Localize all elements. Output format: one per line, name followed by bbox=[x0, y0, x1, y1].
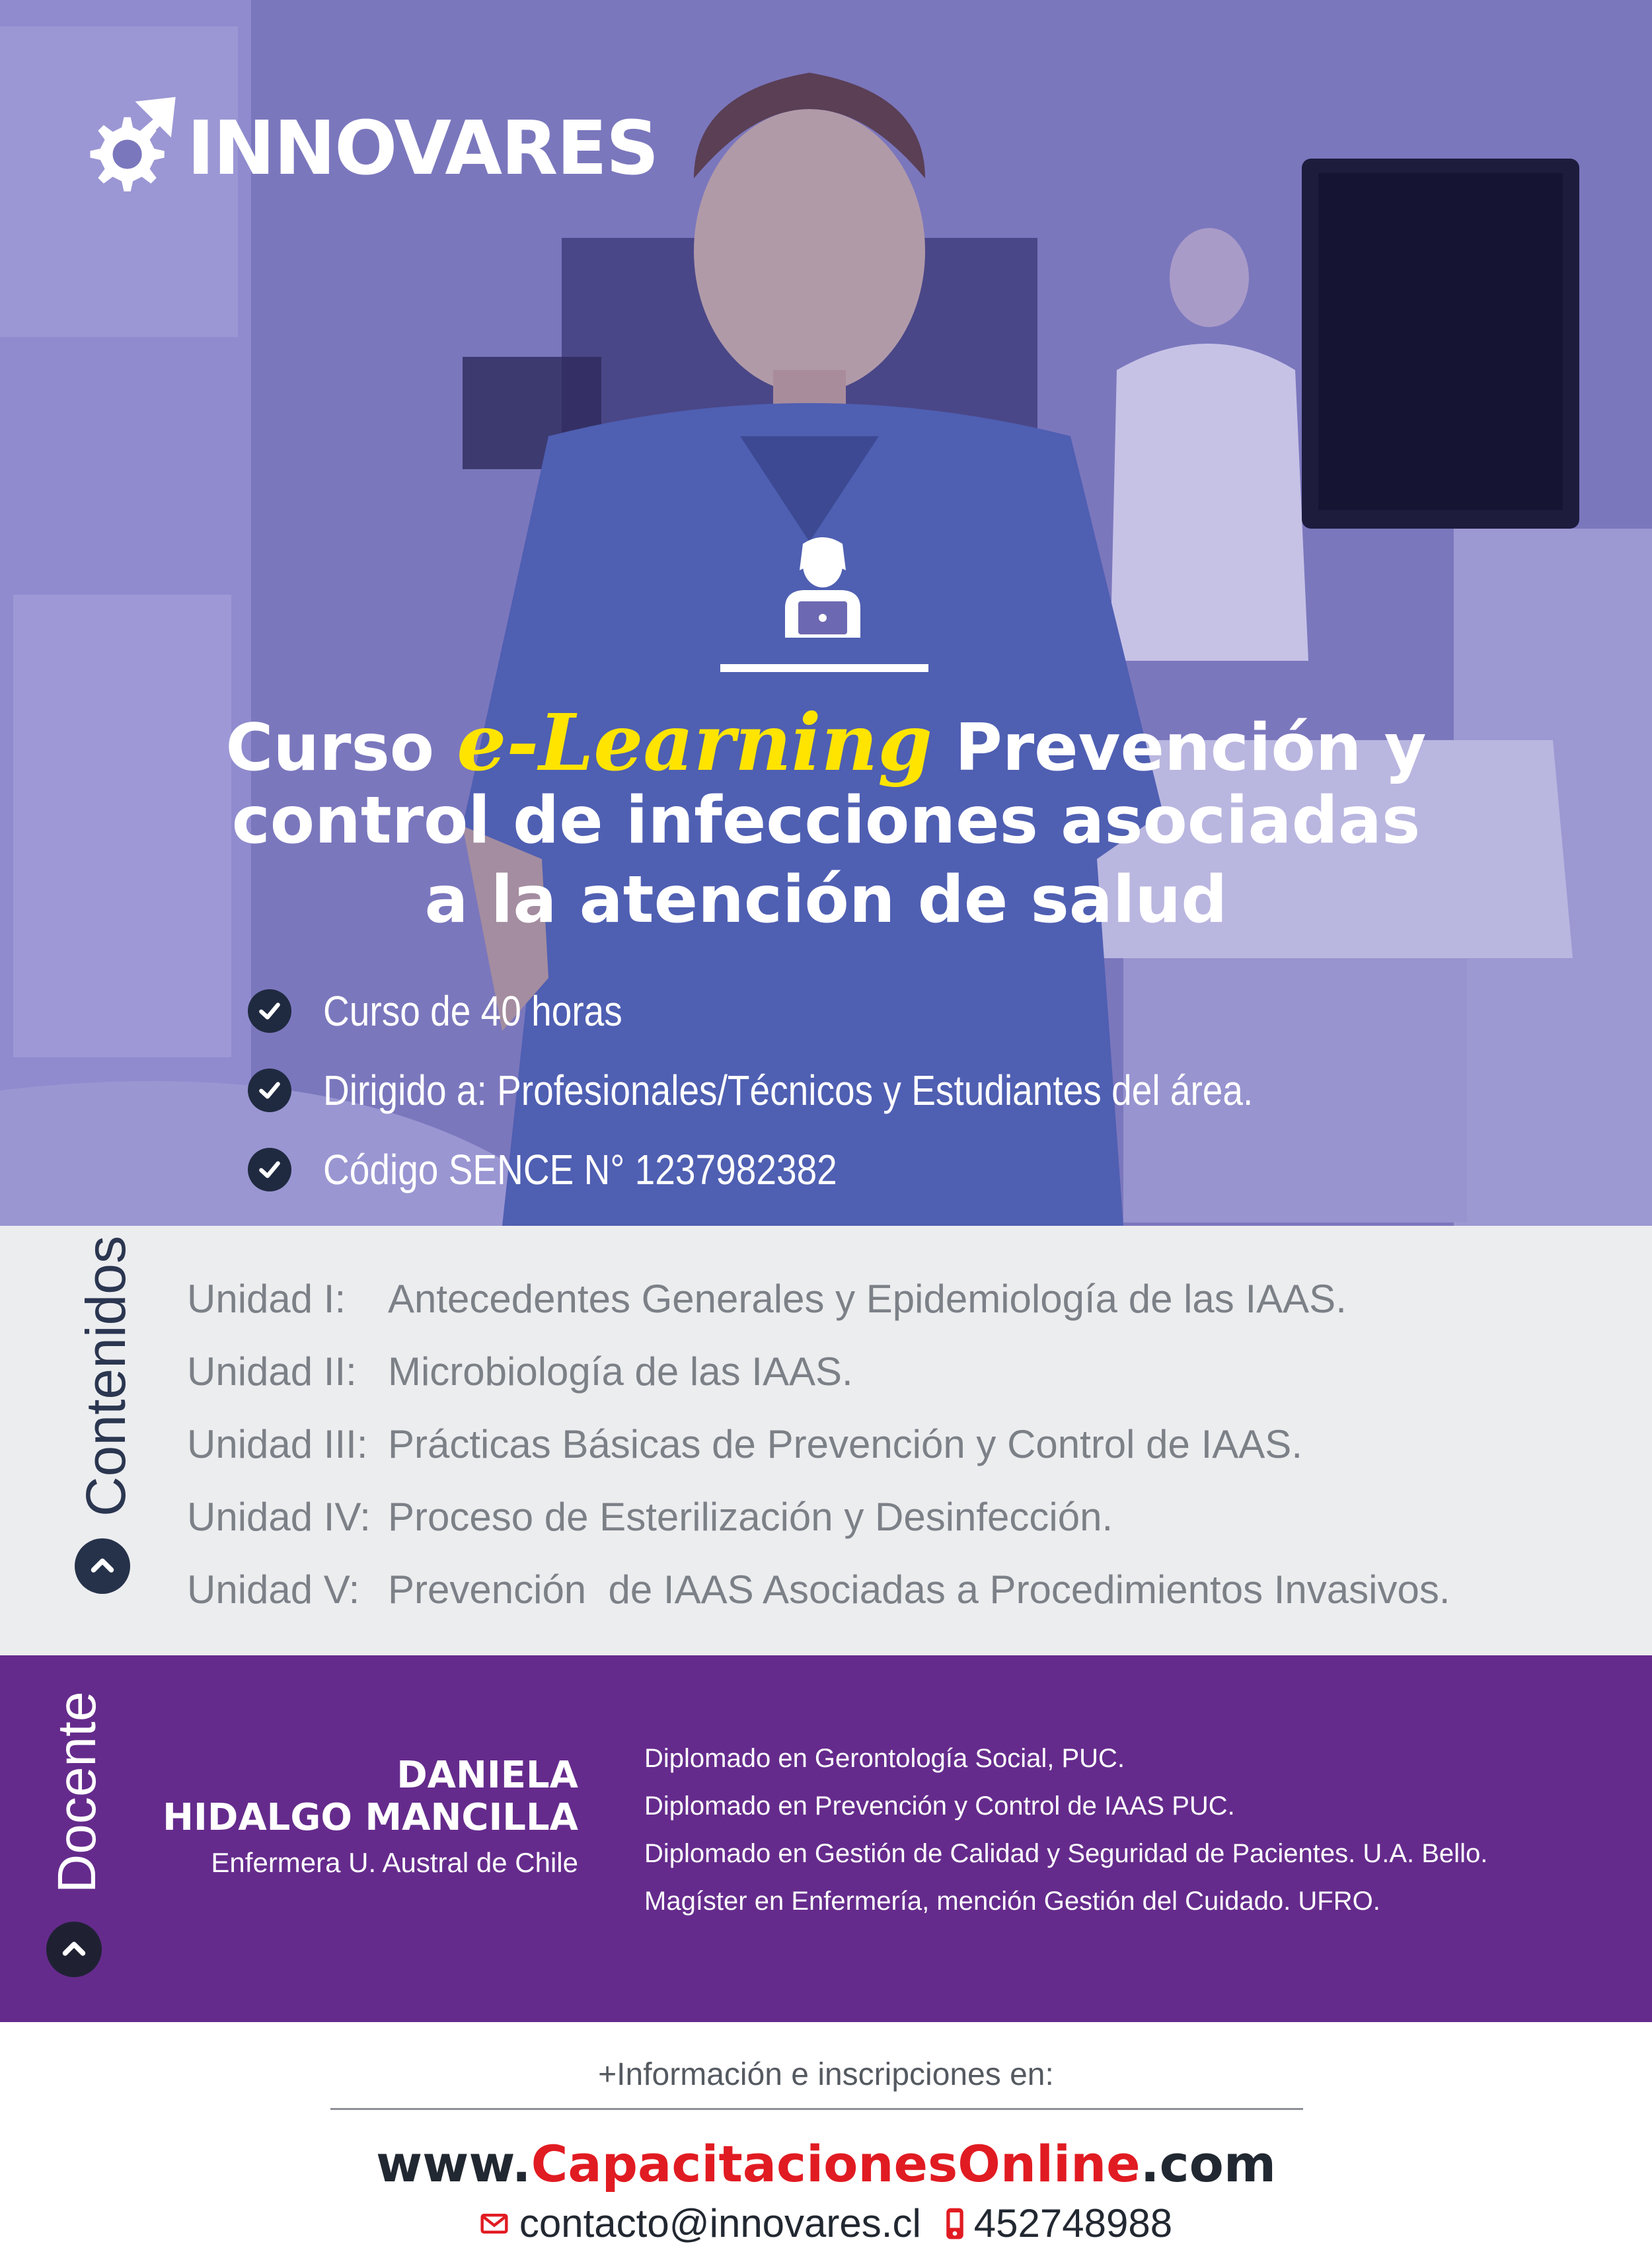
learner-laptop-icon bbox=[773, 532, 872, 638]
teacher-last-name: HIDALGO MANCILLA bbox=[163, 1796, 578, 1839]
website-link[interactable] bbox=[0, 2134, 1652, 2193]
teacher-name-block bbox=[163, 1754, 578, 1883]
unit-text: Microbiología de las IAAS. bbox=[388, 1349, 853, 1394]
contents-section bbox=[0, 1226, 1652, 1655]
contact-email[interactable]: contacto@innovares.cl bbox=[519, 2201, 921, 2245]
chevron-up-icon[interactable] bbox=[75, 1538, 130, 1594]
highlight-item bbox=[248, 971, 1404, 1051]
teacher-qualifications bbox=[644, 1735, 1487, 1925]
highlight-item bbox=[248, 1051, 1404, 1130]
qualification-item: Diplomado en Prevención y Control de IAAS PUC. bbox=[644, 1791, 1235, 1821]
qualification-item: Diplomado en Gestión de Calidad y Seguridad de Pacientes. U.A. Bello. bbox=[644, 1839, 1488, 1868]
unit-item bbox=[187, 1480, 1450, 1553]
contents-label: Contenidos bbox=[75, 1236, 137, 1517]
highlight-text: Curso de 40 horas bbox=[323, 987, 622, 1035]
unit-label: Unidad III: bbox=[187, 1421, 368, 1466]
unit-text: Antecedentes Generales y Epidemiología de las IAAS. bbox=[388, 1276, 1347, 1321]
check-icon bbox=[248, 1148, 291, 1191]
title-elearning-highlight: e-Learning bbox=[457, 696, 932, 788]
qualification-item: Magíster en Enfermería, mención Gestión del Cuidado. UFRO. bbox=[644, 1887, 1380, 1916]
unit-label: Unidad IV: bbox=[187, 1494, 371, 1539]
footer-divider bbox=[330, 2108, 1303, 2110]
highlight-item bbox=[248, 1130, 1404, 1209]
unit-label: Unidad V: bbox=[187, 1567, 360, 1612]
check-icon bbox=[248, 989, 291, 1033]
highlight-text: Dirigido a: Profesionales/Técnicos y Estudiantes del área. bbox=[323, 1067, 1254, 1114]
website-prefix: www. bbox=[375, 2134, 531, 2193]
website-brand: CapacitacionesOnline bbox=[531, 2134, 1141, 2193]
teacher-section bbox=[0, 1655, 1652, 2022]
unit-label: Unidad II: bbox=[187, 1349, 357, 1394]
phone-icon bbox=[944, 2206, 966, 2241]
highlight-text: Código SENCE N° 1237982382 bbox=[323, 1146, 837, 1193]
title-prefix: Curso bbox=[225, 710, 435, 786]
more-info-text: +Información e inscripciones en: bbox=[598, 2057, 1054, 2092]
unit-label: Unidad I: bbox=[187, 1276, 346, 1321]
unit-text: Prevención de IAAS Asociadas a Procedimientos Invasivos. bbox=[388, 1567, 1450, 1612]
title-line1-rest: Prevención y bbox=[955, 710, 1427, 786]
brand-name: INNOVARES bbox=[187, 106, 658, 192]
contact-phone[interactable]: 452748988 bbox=[973, 2201, 1173, 2245]
innovares-logo bbox=[66, 93, 658, 205]
unit-text: Prácticas Básicas de Prevención y Control de IAAS. bbox=[388, 1421, 1302, 1466]
teacher-role: Enfermera U. Austral de Chile bbox=[211, 1847, 578, 1878]
chevron-up-icon[interactable] bbox=[46, 1922, 102, 1977]
qualification-item: Diplomado en Gerontología Social, PUC. bbox=[644, 1744, 1125, 1773]
check-icon bbox=[248, 1069, 291, 1112]
website-suffix: .com bbox=[1140, 2134, 1277, 2193]
envelope-icon bbox=[480, 2209, 509, 2238]
unit-item bbox=[187, 1262, 1450, 1335]
course-title-line-3: a la atención de salud bbox=[424, 862, 1228, 938]
teacher-first-name: DANIELA bbox=[396, 1754, 578, 1797]
unit-text: Proceso de Esterilización y Desinfección. bbox=[388, 1494, 1113, 1539]
footer-section bbox=[0, 2022, 1652, 2258]
innovares-gear-icon bbox=[66, 93, 182, 205]
course-highlights bbox=[248, 971, 1404, 1209]
unit-item bbox=[187, 1553, 1450, 1626]
title-divider bbox=[720, 664, 928, 672]
contact-line bbox=[0, 2201, 1652, 2246]
unit-item bbox=[187, 1408, 1450, 1480]
teacher-label: Docente bbox=[47, 1691, 107, 1893]
unit-item bbox=[187, 1335, 1450, 1408]
course-title-line-2: control de infecciones asociadas bbox=[231, 783, 1421, 858]
units-list bbox=[187, 1262, 1450, 1626]
course-title-line-1 bbox=[165, 696, 1487, 788]
